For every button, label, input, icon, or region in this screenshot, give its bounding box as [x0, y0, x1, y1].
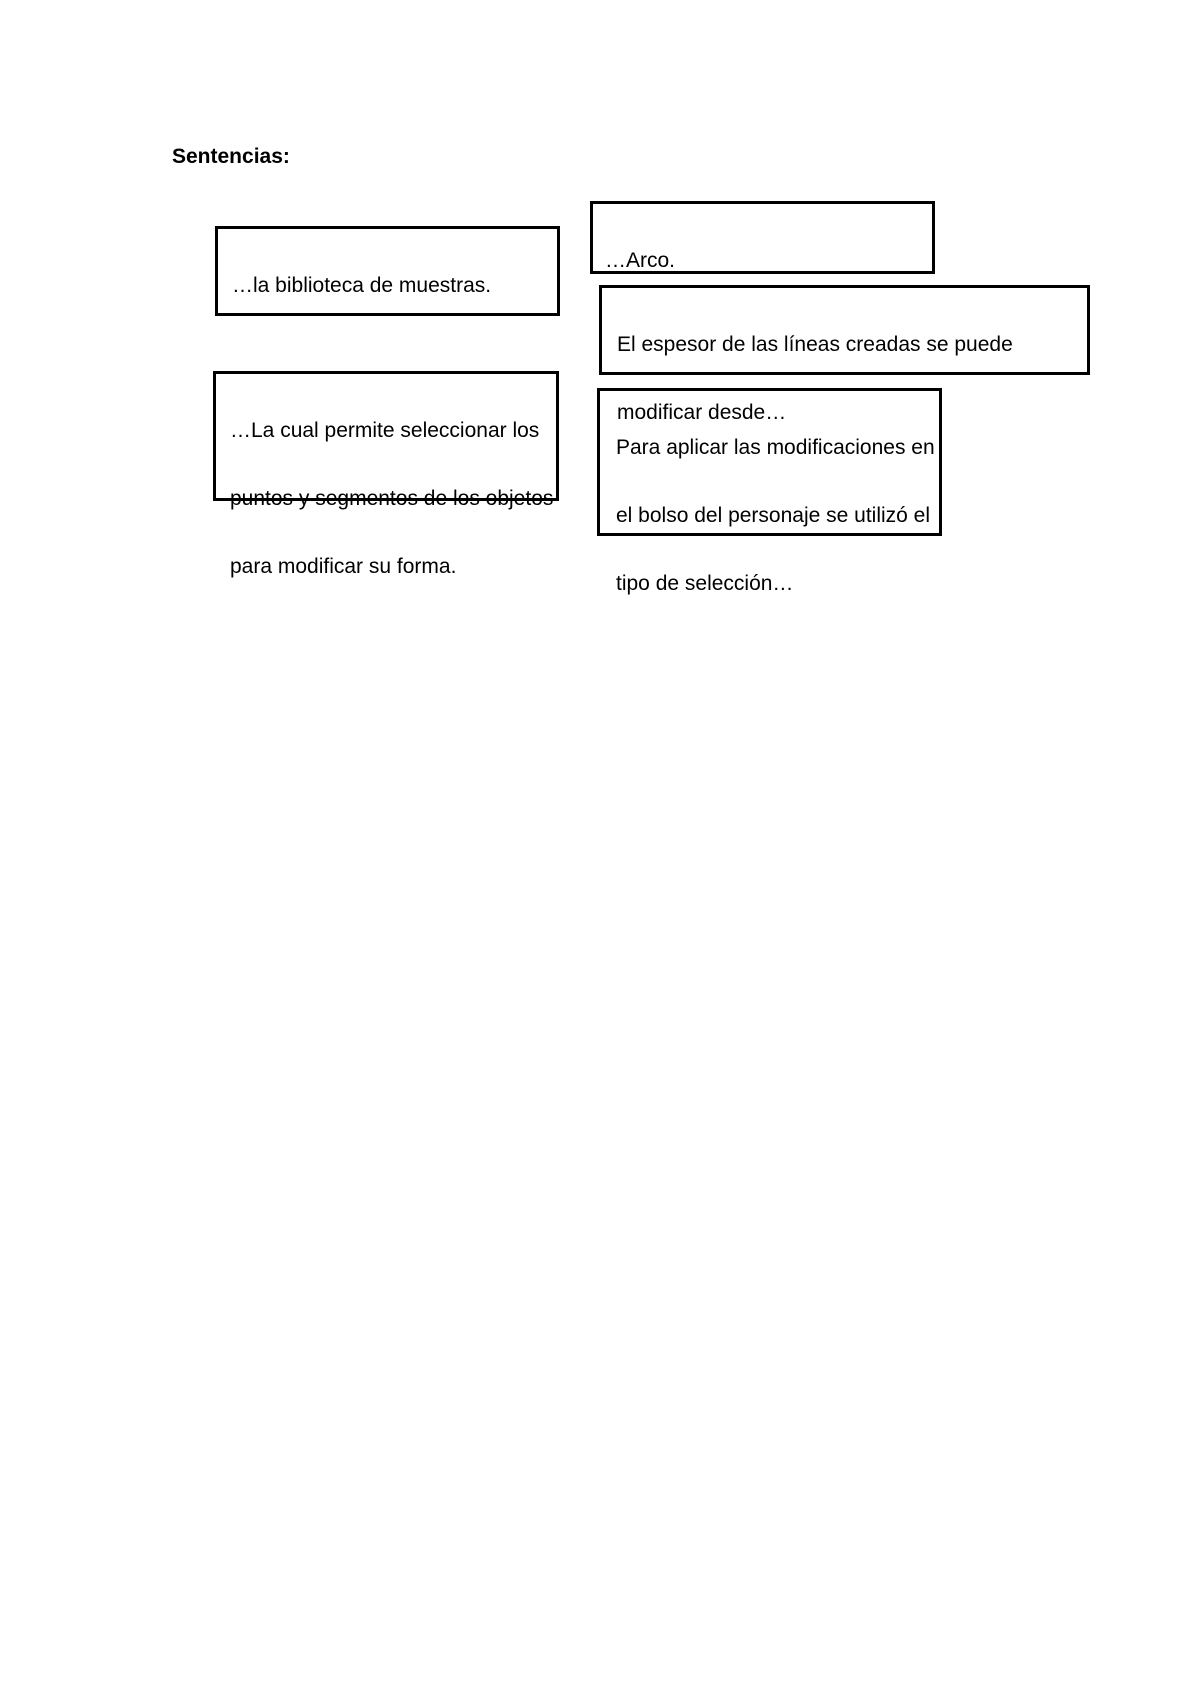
sentence-line: Para aplicar las modificaciones en [616, 436, 935, 459]
sentence-line: El espesor de las líneas creadas se puede [617, 333, 1013, 356]
sentence-box-biblioteca [215, 226, 560, 316]
sentence-line: tipo de selección… [616, 572, 794, 595]
sentence-box-arco [590, 201, 935, 274]
sentence-line: …Arco. [605, 249, 676, 272]
sentence-line: …La cual permite seleccionar los [230, 419, 540, 442]
sentence-line: el bolso del personaje se utilizó el [616, 504, 931, 527]
sentence-line: modificar desde… [617, 401, 787, 424]
sentence-line: …la biblioteca de muestras. [232, 274, 492, 297]
sentence-line: puntos y segmentos de los objetos [230, 487, 554, 510]
sentence-box-cual [213, 371, 559, 578]
section-heading: Sentencias: [172, 145, 290, 168]
sentence-box-espesor [599, 285, 1090, 424]
sentence-box-aplicar [597, 388, 942, 595]
sentence-line: para modificar su forma. [230, 555, 457, 578]
